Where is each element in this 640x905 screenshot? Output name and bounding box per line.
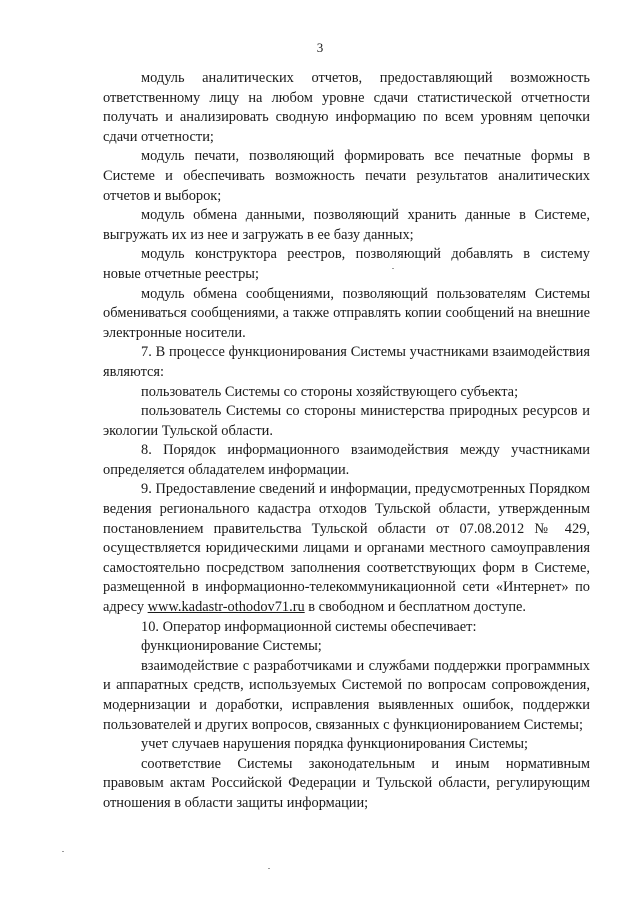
paragraph-print-module: модуль печати, позволяющий формировать все печатные формы в Системе и обеспечивать возможность печати результатов аналитических отчетов и выборок; — [103, 148, 590, 204]
paragraph-9-text-start: 9. Предоставление сведений и информации, предусмотренных Порядком ведения регионального кадастра отходов Тульской области, утвержденным постановлением правительства Тульской области от 07.08.2012 № 429, осуществляется юридическими лицами и органами местного самоуправления самостоятельно посредством заполнения соответствующих форм в Системе, размещенной в информационно-телекоммуникационной сети «Интернет» по адресу — [103, 481, 590, 616]
scan-speck — [392, 268, 394, 269]
paragraph-data-exchange-module: модуль обмена данными, позволяющий хранить данные в Системе, выгружать их из нее и загружать в ее базу данных; — [103, 207, 590, 243]
paragraph-participant-ministry-user: пользователь Системы со стороны министерства природных ресурсов и экологии Тульской области. — [103, 403, 590, 439]
paragraph-developer-interaction: взаимодействие с разработчиками и службами поддержки программных и аппаратных средств, используемых Системой по вопросам сопровождения, модернизации и доработки, исправления выявленных ошибок, поддержки пользователей и других вопросов, связанных с функционированием Системы; — [103, 657, 590, 733]
paragraph-registry-constructor-module: модуль конструктора реестров, позволяющий добавлять в систему новые отчетные реестры; — [103, 246, 590, 282]
paragraph-participant-business-user: пользователь Системы со стороны хозяйствующего субъекта; — [141, 383, 519, 400]
paragraph-7-participants: 7. В процессе функционирования Системы участниками взаимодействия являются: — [103, 344, 590, 380]
paragraph-legal-compliance: соответствие Системы законодательным и иным нормативным правовым актам Российской Федерации и Тульской области, регулирующим отношения в области защиты информации; — [103, 755, 590, 811]
kadastr-website-link[interactable]: www.kadastr-othodov71.ru — [147, 599, 305, 616]
page-number: 3 — [316, 40, 324, 55]
paragraph-9-information-provision — [103, 480, 590, 617]
paragraph-10-operator: 10. Оператор информационной системы обеспечивает: — [141, 618, 477, 635]
paragraph-messaging-module: модуль обмена сообщениями, позволяющий пользователям Системы обмениваться сообщениями, а также отправлять копии сообщений на внешние электронные носители. — [103, 285, 590, 341]
paragraph-8-interaction-order: 8. Порядок информационного взаимодействия между участниками определяется обладателем информации. — [103, 442, 590, 478]
paragraph-9-text-end: в свободном и бесплатном доступе. — [304, 599, 527, 616]
document-body — [103, 69, 590, 814]
scan-speck — [268, 868, 270, 869]
scan-speck — [62, 851, 64, 852]
paragraph-violation-accounting: учет случаев нарушения порядка функционирования Системы; — [141, 736, 529, 753]
paragraph-analytics-module: модуль аналитических отчетов, предоставляющий возможность ответственному лицу на любом уровне сдачи статистической отчетности получать и анализировать сводную информацию по всем уровням цепочки сдачи отчетности; — [103, 70, 590, 145]
paragraph-system-functioning: функционирование Системы; — [141, 638, 322, 655]
